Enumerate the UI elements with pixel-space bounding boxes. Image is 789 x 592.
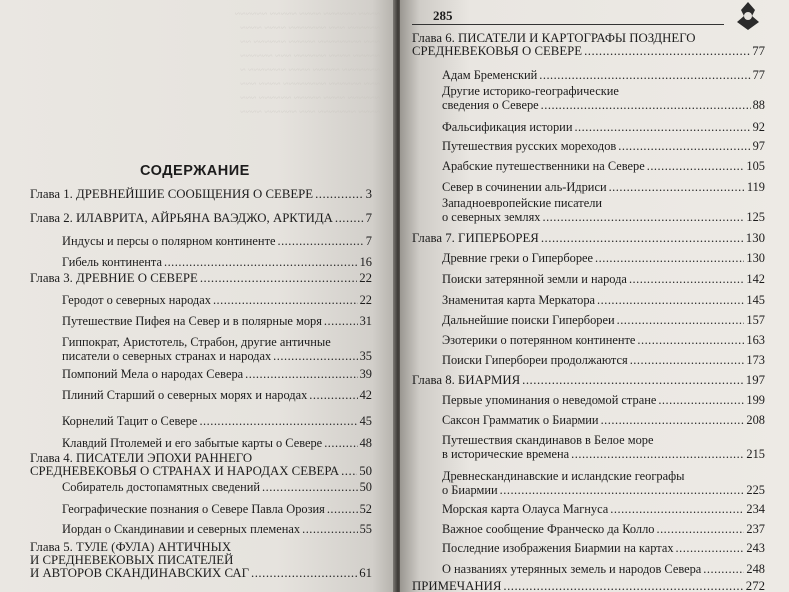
toc-entry-line: [442, 196, 765, 210]
toc-entry-title: Фальсификация истории: [442, 120, 573, 134]
leader-dots: [335, 212, 364, 225]
toc-page-number: 237: [746, 522, 765, 536]
toc-section-entry: [62, 335, 372, 363]
toc-chapter-entry: [412, 32, 765, 58]
toc-entry-title: Глава 7. ГИПЕРБОРЕЯ: [412, 231, 539, 245]
toc-entry-title: Глава 8. БИАРМИЯ: [412, 373, 521, 387]
leader-dots: [541, 232, 744, 245]
leader-dots: [251, 567, 357, 580]
toc-entry-title: Путешествие Пифея на Север и в полярные моря: [62, 314, 322, 328]
toc-section-entry: [62, 234, 372, 248]
toc-entry-title: Глава 5. ТУЛЕ (ФУЛА) АНТИЧНЫХ: [30, 540, 232, 554]
toc-entry-line: [30, 465, 372, 478]
toc-page-number: 77: [752, 44, 765, 58]
leader-dots: [630, 353, 745, 367]
toc-entry-line: [62, 335, 372, 349]
toc-entry-line: [30, 212, 372, 225]
leader-dots: [503, 580, 743, 592]
toc-entry-title: Саксон Грамматик о Биармии: [442, 413, 599, 427]
page-number: 285: [433, 8, 453, 23]
leader-dots: [574, 120, 750, 134]
leader-dots: [656, 522, 744, 536]
bleed-through-text: ~~~~ ~~~~~~ ~~~~ ~~~~~ ~~~~~~ ~~~~~~ ~~~ ~~~~~~~ ~~~~ ~~~~ ~~~ ~~~~~~~~ ~~~~~ ~~~~~~ ~~ ~~~~~ ~~~~ ~~~~~~ ~~~ ~~~~~~ ~~~~~~~ ~~~~~ ~~~~ ~~~~~~~ ~ ~~~ ~~~~~~ ~~~~~~~~ ~~~~ ~~~ ~~~~~~ ~~~~ ~~~~~ ~~~~~~ ~~~ ~~~~ ~~~~~~~ ~~~ ~~~~~~ ~~~~: [234, 9, 380, 118]
toc-section-entry: [442, 84, 765, 112]
toc-section-entry: [442, 196, 765, 224]
toc-entry-line: [442, 413, 765, 427]
leader-dots: [277, 234, 363, 248]
toc-page-number: 163: [746, 333, 765, 347]
toc-entry-title: СРЕДНЕВЕКОВЬЯ О СЕВЕРЕ: [412, 44, 583, 58]
leader-dots: [327, 502, 358, 516]
toc-entry-line: [30, 567, 372, 580]
toc-entry-title: Поиски Гипербореи продолжаются: [442, 353, 628, 367]
toc-entry-line: [442, 210, 765, 224]
toc-entry-title: Дальнейшие поиски Гипербореи: [442, 313, 615, 327]
toc-entry-line: [412, 580, 765, 592]
toc-page-number: 3: [365, 187, 372, 201]
toc-page-number: 97: [752, 139, 765, 153]
toc-section-entry: [442, 353, 765, 367]
toc-entry-title: Глава 1. ДРЕВНЕЙШИЕ СООБЩЕНИЯ О СЕВЕРЕ: [30, 187, 314, 201]
toc-entry-line: [442, 433, 765, 447]
leader-dots: [542, 210, 744, 224]
toc-page-number: 208: [746, 413, 765, 427]
leader-dots: [584, 45, 750, 58]
toc-section-entry: [442, 180, 765, 194]
toc-page-number: 173: [746, 353, 765, 367]
toc-page-number: 199: [746, 393, 765, 407]
toc-chapter-entry: [30, 188, 372, 201]
toc-entry-title: Глава 2. ИЛАВРИТА, АЙРЬЯНА ВАЭДЖО, АРКТИДА: [30, 211, 333, 225]
toc-page-number: 22: [359, 293, 372, 307]
leader-dots: [199, 414, 357, 428]
toc-chapter-entry: [30, 212, 372, 225]
toc-entry-line: [442, 522, 765, 536]
toc-page-number: 243: [746, 541, 765, 555]
toc-section-entry: [62, 480, 372, 494]
toc-entry-title: Путешествия русских мореходов: [442, 139, 617, 153]
toc-section-entry: [62, 502, 372, 516]
right-page: [400, 0, 789, 592]
toc-entry-title: Последние изображения Биармии на картах: [442, 541, 674, 555]
toc-page-number: 92: [752, 120, 765, 134]
leader-dots: [539, 68, 750, 82]
toc-section-entry: [62, 367, 372, 381]
toc-page-number: 61: [359, 566, 372, 580]
toc-page-number: 50: [359, 464, 372, 478]
toc-entry-title: Иордан о Скандинавии и северных племенах: [62, 522, 301, 536]
toc-entry-line: [442, 98, 765, 112]
toc-entry-title: Гиппократ, Аристотель, Страбон, другие античные: [62, 335, 331, 349]
header-rule: [412, 24, 724, 25]
toc-entry-line: [30, 272, 372, 285]
leader-dots: [618, 139, 750, 153]
toc-page-number: 52: [359, 502, 372, 516]
toc-section-entry: [62, 414, 372, 428]
leader-dots: [164, 255, 358, 269]
toc-page-number: 234: [746, 502, 765, 516]
toc-page-number: 7: [365, 211, 372, 225]
toc-entry-title: Геродот о северных народах: [62, 293, 211, 307]
toc-entry-title: Клавдий Птолемей и его забытые карты о Севере: [62, 436, 323, 450]
toc-entry-line: [442, 483, 765, 497]
toc-page-number: 39: [359, 367, 372, 381]
toc-entry-title: Эзотерики о потерянном континенте: [442, 333, 636, 347]
toc-page-number: 125: [746, 210, 765, 224]
toc-page-number: 48: [359, 436, 372, 450]
toc-entry-title: Собиратель достопамятных сведений: [62, 480, 261, 494]
toc-section-entry: [62, 255, 372, 269]
leader-dots: [571, 447, 744, 461]
toc-section-entry: [62, 388, 372, 402]
leader-dots: [617, 313, 745, 327]
toc-entry-line: [62, 234, 372, 248]
toc-entry-title: Важное сообщение Франческо да Колло: [442, 522, 655, 536]
toc-entry-line: [62, 502, 372, 516]
toc-page-number: 55: [359, 522, 372, 536]
toc-entry-line: [412, 374, 765, 387]
toc-entry-line: [442, 447, 765, 461]
toc-entry-line: [442, 353, 765, 367]
leader-dots: [609, 180, 745, 194]
toc-section-entry: [442, 251, 765, 265]
leader-dots: [610, 502, 744, 516]
ornament-icon: [733, 0, 763, 32]
toc-section-entry: [442, 541, 765, 555]
toc-page-number: 88: [752, 98, 765, 112]
toc-entry-line: [412, 45, 765, 58]
toc-page-number: 42: [359, 388, 372, 402]
toc-entry-title: Арабские путешественники на Севере: [442, 159, 645, 173]
toc-entry-line: [412, 232, 765, 245]
toc-page-number: 105: [746, 159, 765, 173]
toc-entry-title: Путешествия скандинавов в Белое море: [442, 433, 654, 447]
toc-entry-title: в исторические времена: [442, 447, 570, 461]
toc-entry-title: Индусы и персы о полярном континенте: [62, 234, 276, 248]
toc-entry-title: СРЕДНЕВЕКОВЬЯ О СТРАНАХ И НАРОДАХ СЕВЕРА: [30, 464, 340, 478]
toc-entry-title: о Биармии: [442, 483, 498, 497]
toc-entry-line: [62, 367, 372, 381]
toc-entry-line: [62, 255, 372, 269]
toc-entry-line: [62, 480, 372, 494]
toc-section-entry: [62, 522, 372, 536]
leader-dots: [676, 541, 745, 555]
toc-entry-title: Глава 4. ПИСАТЕЛИ ЭПОХИ РАННЕГО: [30, 451, 253, 465]
toc-entry-line: [442, 502, 765, 516]
toc-entry-title: сведения о Севере: [442, 98, 539, 112]
toc-entry-title: Другие историко-географические: [442, 84, 619, 98]
toc-entry-title: Север в сочинении аль-Идриси: [442, 180, 607, 194]
leader-dots: [324, 436, 357, 450]
toc-page-number: 45: [359, 414, 372, 428]
toc-section-entry: [62, 436, 372, 450]
toc-page-number: 215: [746, 447, 765, 461]
toc-entry-title: Первые упоминания о неведомой стране: [442, 393, 657, 407]
toc-page-number: 130: [746, 251, 765, 265]
toc-section-entry: [442, 393, 765, 407]
leader-dots: [601, 413, 745, 427]
leader-dots: [658, 393, 744, 407]
toc-entry-title: Глава 6. ПИСАТЕЛИ И КАРТОГРАФЫ ПОЗДНЕГО: [412, 31, 696, 45]
leader-dots: [213, 293, 358, 307]
leader-dots: [262, 480, 358, 494]
toc-entry-title: Морская карта Олауса Магнуса: [442, 502, 609, 516]
toc-section-entry: [442, 502, 765, 516]
toc-page-number: 142: [746, 272, 765, 286]
toc-entry-line: [62, 349, 372, 363]
toc-chapter-entry: [30, 452, 372, 478]
toc-section-entry: [442, 272, 765, 286]
toc-entry-line: [30, 188, 372, 201]
toc-entry-line: [442, 180, 765, 194]
toc-chapter-entry: [412, 232, 765, 245]
toc-heading: СОДЕРЖАНИЕ: [140, 163, 250, 179]
toc-entry-title: Древнескандинавские и исландские географы: [442, 469, 685, 483]
toc-section-entry: [442, 120, 765, 134]
leader-dots: [309, 388, 357, 402]
leader-dots: [324, 314, 358, 328]
toc-entry-title: Знаменитая карта Меркатора: [442, 293, 596, 307]
leader-dots: [315, 188, 363, 201]
toc-entry-line: [442, 469, 765, 483]
leader-dots: [595, 251, 744, 265]
toc-page-number: 248: [746, 562, 765, 576]
toc-section-entry: [62, 293, 372, 307]
toc-section-entry: [442, 313, 765, 327]
toc-entry-title: Адам Бременский: [442, 68, 538, 82]
toc-page-number: 50: [359, 480, 372, 494]
leader-dots: [597, 293, 744, 307]
leader-dots: [629, 272, 744, 286]
toc-page-number: 145: [746, 293, 765, 307]
leader-dots: [637, 333, 744, 347]
leader-dots: [647, 159, 745, 173]
toc-entry-line: [442, 313, 765, 327]
toc-entry-line: [442, 139, 765, 153]
toc-section-entry: [442, 413, 765, 427]
toc-entry-line: [62, 522, 372, 536]
toc-page-number: 31: [359, 314, 372, 328]
leader-dots: [200, 272, 357, 285]
leader-dots: [302, 522, 358, 536]
toc-section-entry: [442, 293, 765, 307]
toc-page-number: 7: [365, 234, 372, 248]
toc-entry-line: [442, 541, 765, 555]
toc-entry-title: Гибель континента: [62, 255, 162, 269]
leader-dots: [273, 349, 357, 363]
toc-entry-title: И СРЕДНЕВЕКОВЫХ ПИСАТЕЛЕЙ: [30, 553, 234, 567]
toc-entry-line: [62, 293, 372, 307]
toc-chapter-entry: [30, 272, 372, 285]
toc-entry-title: ПРИМЕЧАНИЯ: [412, 579, 502, 592]
leader-dots: [522, 374, 744, 387]
toc-chapter-entry: [412, 374, 765, 387]
toc-entry-title: Помпоний Мела о народах Севера: [62, 367, 244, 381]
toc-section-entry: [442, 333, 765, 347]
toc-entry-title: Плиний Старший о северных морях и народах: [62, 388, 308, 402]
toc-entry-line: [62, 388, 372, 402]
toc-entry-line: [442, 562, 765, 576]
toc-entry-line: [442, 84, 765, 98]
toc-page-number: 197: [745, 373, 765, 387]
toc-section-entry: [442, 159, 765, 173]
toc-entry-title: Корнелий Тацит о Севере: [62, 414, 198, 428]
toc-page-number: 225: [746, 483, 765, 497]
leader-dots: [245, 367, 357, 381]
toc-entry-line: [62, 436, 372, 450]
toc-section-entry: [442, 522, 765, 536]
toc-entry-title: Поиски затерянной земли и народа: [442, 272, 627, 286]
toc-entry-title: Географические познания о Севере Павла Орозия: [62, 502, 325, 516]
toc-page-number: 157: [746, 313, 765, 327]
leader-dots: [500, 483, 745, 497]
toc-entry-title: И АВТОРОВ СКАНДИНАВСКИХ САГ: [30, 566, 250, 580]
toc-entry-line: [442, 333, 765, 347]
toc-section-entry: [442, 139, 765, 153]
toc-entry-line: [62, 314, 372, 328]
toc-section-entry: [442, 469, 765, 497]
toc-entry-title: Западноевропейские писатели: [442, 196, 603, 210]
toc-entry-title: писатели о северных странах и народах: [62, 349, 272, 363]
toc-page-number: 119: [746, 180, 765, 194]
toc-page-number: 77: [752, 68, 765, 82]
toc-entry-line: [62, 414, 372, 428]
toc-chapter-entry: [412, 580, 765, 592]
toc-section-entry: [442, 68, 765, 82]
toc-section-entry: [442, 562, 765, 576]
toc-entry-line: [442, 68, 765, 82]
leader-dots: [703, 562, 744, 576]
toc-page-number: 272: [745, 579, 765, 592]
toc-page-number: 16: [359, 255, 372, 269]
toc-page-number: 130: [745, 231, 765, 245]
toc-entry-line: [442, 251, 765, 265]
toc-entry-title: О названиях утерянных земель и народов Севера: [442, 562, 702, 576]
toc-entry-line: [442, 393, 765, 407]
toc-section-entry: [442, 433, 765, 461]
toc-entry-line: [442, 120, 765, 134]
toc-chapter-entry: [30, 541, 372, 580]
toc-entry-line: [442, 293, 765, 307]
toc-entry-title: Древние греки о Гиперборее: [442, 251, 594, 265]
leader-dots: [541, 98, 751, 112]
leader-dots: [341, 465, 357, 478]
toc-page-number: 22: [359, 271, 372, 285]
toc-entry-title: о северных землях: [442, 210, 541, 224]
toc-section-entry: [62, 314, 372, 328]
toc-entry-line: [442, 272, 765, 286]
toc-page-number: 35: [359, 349, 372, 363]
toc-entry-line: [442, 159, 765, 173]
toc-entry-title: Глава 3. ДРЕВНИЕ О СЕВЕРЕ: [30, 271, 198, 285]
